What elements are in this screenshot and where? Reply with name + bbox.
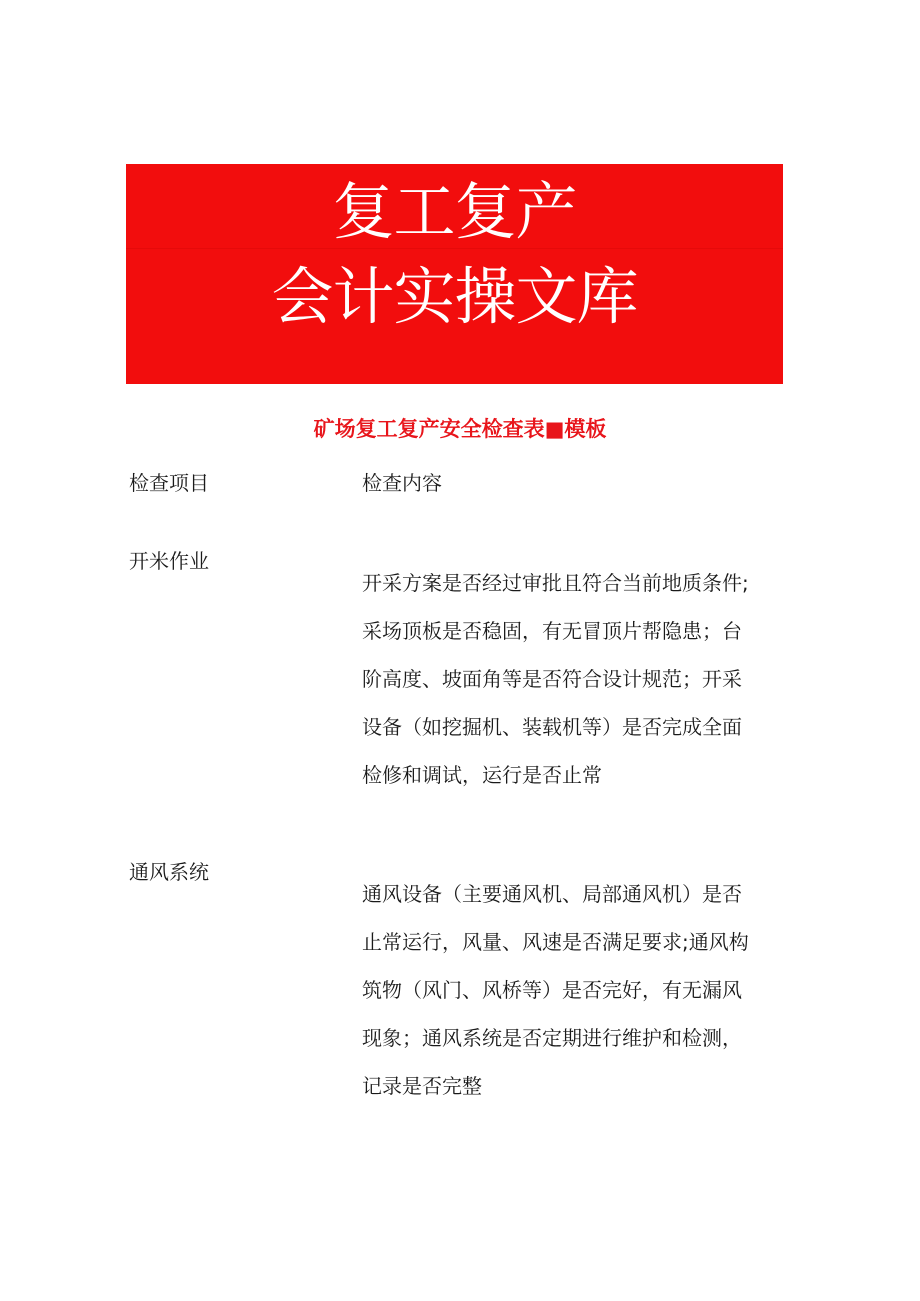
content-line: 通风设备（主要通风机、局部通风机）是否 — [362, 882, 742, 906]
content-line: 阶高度、坡面角等是否符合设计规范；开采 — [362, 667, 742, 691]
banner-title-line-1: 复工复产 — [332, 175, 577, 248]
banner-divider — [126, 248, 783, 249]
section-item-mining: 开米作业 — [129, 549, 209, 573]
content-line: 检修和调试，运行是否止常 — [362, 763, 602, 787]
banner-title-line-2: 会计实操文库 — [271, 260, 638, 333]
header-check-item: 检查项目 — [129, 471, 209, 495]
content-line: 开采方案是否经过审批且符合当前地质条件; — [362, 571, 749, 595]
header-check-content: 检查内容 — [362, 471, 442, 495]
document-title: 矿场复工复产安全检查表■模板 — [313, 417, 607, 441]
content-line: 记录是否完整 — [362, 1074, 482, 1098]
content-line: 采场顶板是否稳固，有无冒顶片帮隐患；台 — [362, 619, 742, 643]
section-item-ventilation: 通风系统 — [129, 860, 209, 884]
section-content-mining — [362, 559, 782, 799]
content-line: 设备（如挖掘机、装载机等）是否完成全面 — [362, 715, 742, 739]
content-line: 现象；通风系统是否定期进行维护和检测， — [362, 1026, 742, 1050]
section-content-ventilation — [362, 870, 782, 1110]
cover-banner — [126, 164, 783, 384]
content-line: 筑物（风门、风桥等）是否完好，有无漏风 — [362, 978, 742, 1002]
content-line: 止常运行，风量、风速是否满足要求;通风构 — [362, 930, 749, 954]
